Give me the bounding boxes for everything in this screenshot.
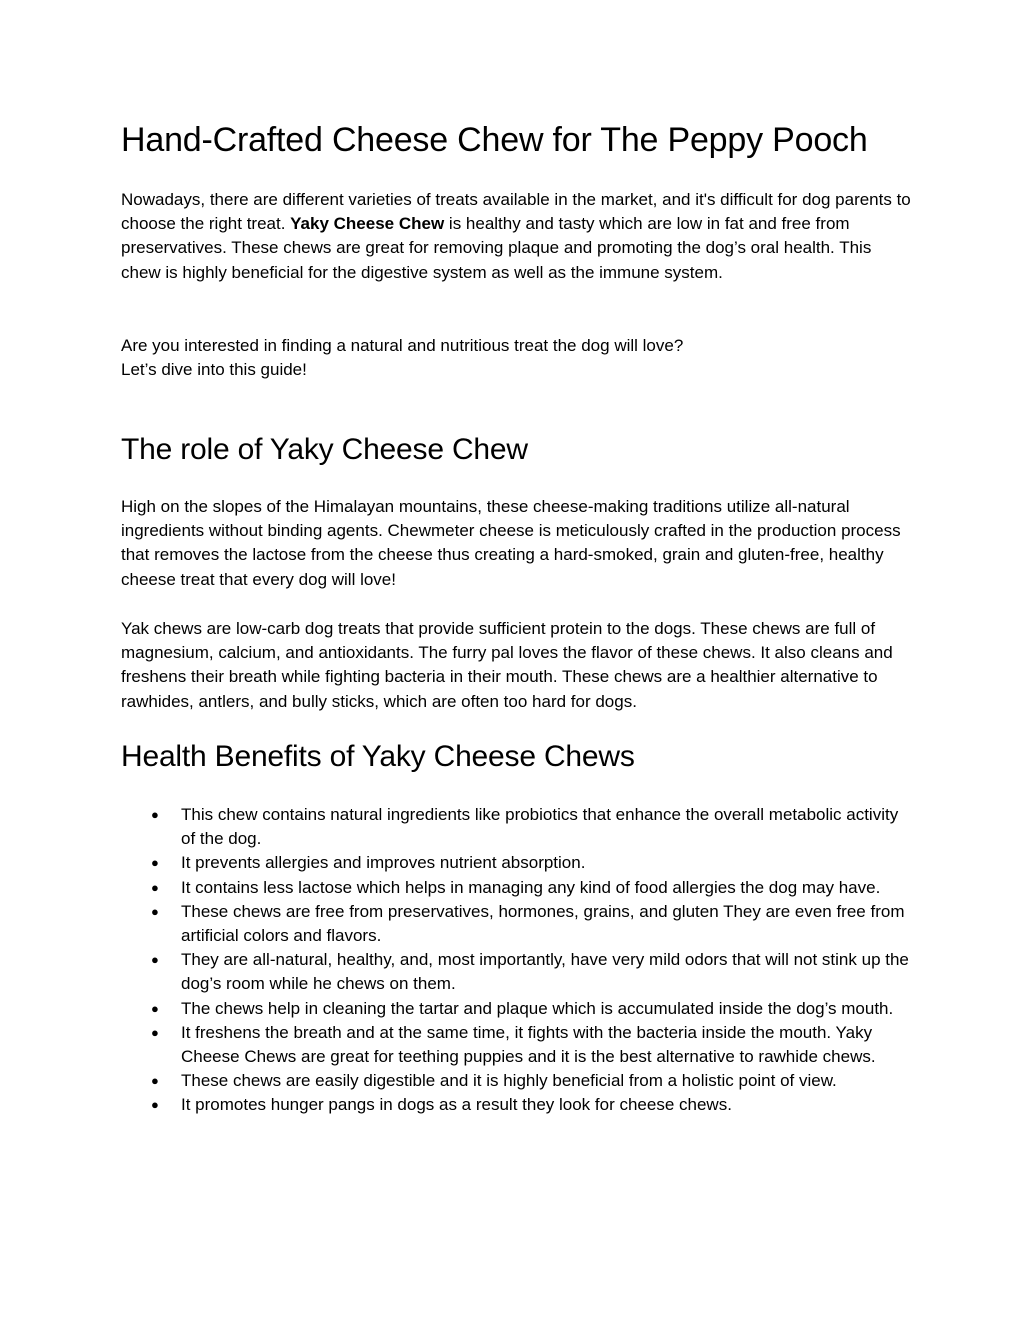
list-item-text: These chews are easily digestible and it is highly beneficial from a holistic point of view.: [181, 1071, 837, 1091]
question-line: Are you interested in finding a natural and nutritious treat the dog will love?: [121, 336, 684, 355]
list-item: [121, 851, 911, 875]
list-item-text: It freshens the breath and at the same time, it fights with the bacteria inside the mouth. Yaky Cheese Chews are great for teething puppies and it is the best alternative to rawhide chews.: [181, 1022, 876, 1067]
intro-paragraph: [121, 188, 911, 285]
list-item: [121, 900, 911, 948]
guide-line: Let’s dive into this guide!: [121, 360, 307, 380]
list-item-text: It promotes hunger pangs in dogs as a result they look for cheese chews.: [181, 1095, 732, 1115]
bullet-icon: ●: [151, 903, 159, 919]
intro-text-end: is healthy and tasty which are low in fat and free from preservatives. These chews are great for removing plaque and promoting the dog’s oral health. This chew is highly beneficial for the digestive system as well as the immune system.: [121, 214, 872, 282]
bullet-icon: ●: [151, 1024, 159, 1040]
bullet-icon: ●: [151, 855, 159, 871]
list-item: [121, 1069, 911, 1093]
page-title: Hand-Crafted Cheese Chew for The Peppy Pooch: [121, 121, 868, 159]
bullet-icon: ●: [151, 1097, 159, 1113]
product-name-bold: Yaky Cheese Chew: [290, 214, 445, 234]
section-heading-role: The role of Yaky Cheese Chew: [121, 433, 528, 466]
list-item: [121, 876, 911, 900]
list-item-text: It contains less lactose which helps in managing any kind of food allergies the dog may have.: [181, 877, 881, 897]
list-item-text: The chews help in cleaning the tartar and plaque which is accumulated inside the dog’s mouth.: [181, 998, 894, 1018]
bullet-icon: ●: [151, 1073, 159, 1089]
intro-text-start: Nowadays, there are different varieties of treats available in the market, and it's difficult for dog parents to choose the right treat.: [121, 190, 911, 234]
bullet-icon: ●: [151, 952, 159, 968]
role-paragraph-2: Yak chews are low-carb dog treats that provide sufficient protein to the dogs. These chews are full of magnesium, calcium, and antioxidants. The furry pal loves the flavor of these chews. It also cleans and freshens their breath while fighting bacteria in their mouth. These chews are a healthier alternative to rawhides, antlers, and bully sticks, which are often too hard for dogs.: [121, 619, 893, 711]
section-heading-benefits: Health Benefits of Yaky Cheese Chews: [121, 740, 635, 773]
list-item: [121, 948, 911, 996]
question-paragraph: [121, 334, 911, 382]
list-item: [121, 803, 911, 851]
list-item-text: These chews are free from preservatives, hormones, grains, and gluten They are even free from artificial colors and flavors.: [181, 901, 905, 946]
bullet-icon: ●: [151, 807, 159, 822]
role-paragraph-1: High on the slopes of the Himalayan mountains, these cheese-making traditions utilize all-natural ingredients without binding agents. Chewmeter cheese is meticulously crafted in the production process that removes the lactose from the cheese thus creating a hard-smoked, grain and gluten-free, healthy cheese treat that every dog will love!: [121, 497, 901, 589]
list-item: [121, 1093, 911, 1117]
list-item: [121, 1021, 911, 1069]
benefits-list: [121, 803, 911, 1118]
list-item: [121, 997, 911, 1021]
list-item-text: It prevents allergies and improves nutrient absorption.: [181, 853, 586, 873]
list-item-text: This chew contains natural ingredients like probiotics that enhance the overall metabolic activity of the dog.: [181, 805, 899, 849]
bullet-icon: ●: [151, 879, 159, 895]
list-item-text: They are all-natural, healthy, and, most importantly, have very mild odors that will not stink up the dog’s room while he chews on them.: [181, 950, 909, 994]
bullet-icon: ●: [151, 1000, 159, 1016]
